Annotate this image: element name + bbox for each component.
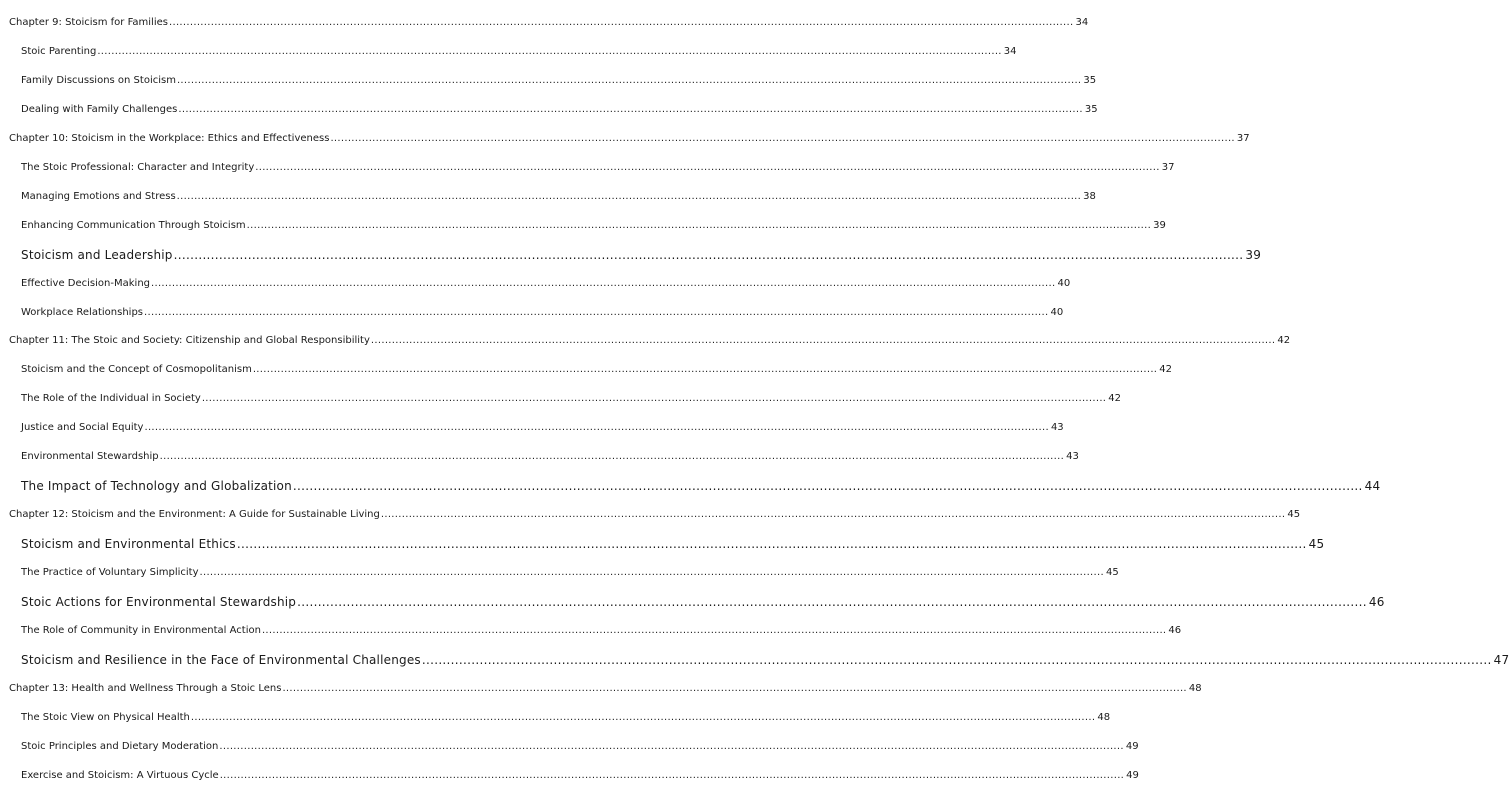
toc-entry-title: Workplace Relationships	[21, 306, 144, 318]
toc-page-number: 35	[1083, 74, 1097, 86]
toc-section-entry[interactable]	[21, 652, 1509, 667]
toc-page-number: 46	[1368, 595, 1385, 609]
toc-section-entry[interactable]	[21, 306, 1064, 320]
dot-leader: ....................................................................................................................................................................................................................................................................	[173, 247, 1244, 262]
dot-leader: ....................................................................................................................................................................................................................................................................	[168, 17, 1074, 28]
toc-chapter-entry[interactable]	[9, 16, 1089, 30]
dot-leader: ....................................................................................................................................................................................................................................................................	[201, 393, 1107, 405]
toc-page-number: 49	[1126, 769, 1139, 781]
toc-section-entry[interactable]	[21, 363, 1173, 377]
toc-entry-title: Family Discussions on Stoicism	[21, 74, 176, 86]
dot-leader: ....................................................................................................................................................................................................................................................................	[151, 277, 1056, 289]
toc-section-entry[interactable]	[21, 450, 1079, 464]
toc-page-number: 47	[1493, 652, 1509, 667]
dot-leader: ....................................................................................................................................................................................................................................................................	[282, 682, 1187, 694]
toc-page-number: 40	[1057, 277, 1071, 289]
dot-leader: ....................................................................................................................................................................................................................................................................	[255, 161, 1160, 173]
toc-section-entry[interactable]	[21, 190, 1096, 204]
toc-entry-title: Chapter 10: Stoicism in the Workplace: Ethics and Effectiveness	[9, 132, 330, 144]
toc-entry-title: Stoic Parenting	[21, 45, 97, 57]
toc-page-number: 45	[1287, 509, 1301, 521]
dot-leader: ....................................................................................................................................................................................................................................................................	[178, 103, 1083, 115]
toc-entry-title: The Role of Community in Environmental Action	[21, 624, 261, 636]
toc-page-number: 34	[1003, 45, 1017, 57]
toc-page-number: 37	[1236, 132, 1250, 144]
toc-page-number: 44	[1364, 479, 1381, 494]
dot-leader: ....................................................................................................................................................................................................................................................................	[236, 537, 1307, 552]
toc-entry-title: Dealing with Family Challenges	[21, 103, 178, 115]
toc-page-number: 40	[1050, 306, 1064, 318]
dot-leader: ....................................................................................................................................................................................................................................................................	[297, 595, 1367, 609]
toc-entry-title: The Role of the Individual in Society	[21, 393, 201, 405]
dot-leader: ....................................................................................................................................................................................................................................................................	[292, 479, 1363, 494]
toc-section-entry[interactable]	[21, 45, 1017, 59]
toc-page-number: 35	[1084, 103, 1098, 115]
dot-leader: ....................................................................................................................................................................................................................................................................	[370, 335, 1276, 347]
toc-page-number: 48	[1188, 682, 1202, 694]
toc-page-number: 42	[1277, 335, 1291, 347]
toc-section-entry[interactable]	[21, 711, 1111, 725]
toc-page-number: 46	[1168, 624, 1182, 636]
dot-leader: ....................................................................................................................................................................................................................................................................	[144, 306, 1049, 318]
toc-entry-title: Enhancing Communication Through Stoicism	[21, 219, 246, 231]
toc-entry-title: The Practice of Voluntary Simplicity	[21, 567, 199, 579]
toc-chapter-entry[interactable]	[9, 682, 1202, 696]
dot-leader: ....................................................................................................................................................................................................................................................................	[261, 624, 1167, 636]
dot-leader: ....................................................................................................................................................................................................................................................................	[219, 769, 1125, 781]
toc-section-entry[interactable]	[21, 566, 1119, 580]
toc-entry-title: Chapter 12: Stoicism and the Environment: A Guide for Sustainable Living	[9, 509, 380, 521]
toc-section-entry[interactable]	[21, 595, 1385, 609]
toc-section-entry[interactable]	[21, 247, 1262, 262]
dot-leader: ....................................................................................................................................................................................................................................................................	[252, 364, 1158, 376]
toc-chapter-entry[interactable]	[9, 132, 1250, 146]
dot-leader: ....................................................................................................................................................................................................................................................................	[159, 451, 1065, 463]
toc-page-number: 42	[1108, 393, 1122, 405]
toc-chapter-entry[interactable]	[9, 334, 1291, 348]
dot-leader: ....................................................................................................................................................................................................................................................................	[190, 711, 1096, 723]
toc-page-number: 48	[1097, 711, 1111, 723]
toc-section-entry[interactable]	[21, 421, 1064, 435]
toc-section-entry[interactable]	[21, 161, 1175, 175]
dot-leader: ....................................................................................................................................................................................................................................................................	[246, 219, 1152, 231]
dot-leader: ....................................................................................................................................................................................................................................................................	[330, 132, 1235, 144]
dot-leader: ....................................................................................................................................................................................................................................................................	[421, 652, 1492, 667]
toc-entry-title: Chapter 11: The Stoic and Society: Citizenship and Global Responsibility	[9, 335, 370, 347]
toc-entry-title: Stoicism and Leadership	[21, 247, 173, 262]
toc-section-entry[interactable]	[21, 624, 1182, 638]
toc-page-number: 42	[1159, 364, 1173, 376]
dot-leader: ....................................................................................................................................................................................................................................................................	[176, 74, 1082, 86]
toc-section-entry[interactable]	[21, 769, 1139, 783]
dot-leader: ....................................................................................................................................................................................................................................................................	[144, 422, 1049, 434]
toc-entry-title: Exercise and Stoicism: A Virtuous Cycle	[21, 769, 219, 781]
dot-leader: ....................................................................................................................................................................................................................................................................	[199, 567, 1104, 579]
toc-entry-title: Justice and Social Equity	[21, 422, 144, 434]
toc-page-number: 43	[1066, 451, 1079, 463]
toc-entry-title: Stoic Actions for Environmental Stewardship	[21, 595, 297, 609]
toc-entry-title: The Impact of Technology and Globalization	[21, 479, 292, 494]
toc-entry-title: Stoicism and Environmental Ethics	[21, 537, 236, 552]
toc-entry-title: Chapter 13: Health and Wellness Through a Stoic Lens	[9, 682, 282, 694]
dot-leader: ....................................................................................................................................................................................................................................................................	[97, 45, 1002, 57]
toc-entry-title: Stoicism and Resilience in the Face of Environmental Challenges	[21, 652, 421, 667]
toc-entry-title: Stoic Principles and Dietary Moderation	[21, 740, 219, 752]
toc-entry-title: Effective Decision-Making	[21, 277, 150, 289]
toc-entry-title: Chapter 9: Stoicism for Families	[9, 17, 168, 28]
toc-page-number: 37	[1161, 161, 1175, 173]
toc-section-entry[interactable]	[21, 537, 1325, 552]
toc-section-entry[interactable]	[21, 219, 1166, 233]
toc-section-entry[interactable]	[21, 392, 1122, 406]
dot-leader: ....................................................................................................................................................................................................................................................................	[219, 740, 1124, 752]
dot-leader: ....................................................................................................................................................................................................................................................................	[176, 190, 1082, 202]
toc-page-number: 39	[1153, 219, 1166, 231]
toc-section-entry[interactable]	[21, 479, 1381, 494]
toc-page-number: 45	[1105, 567, 1119, 579]
toc-section-entry[interactable]	[21, 103, 1098, 117]
toc-chapter-entry[interactable]	[9, 508, 1301, 522]
toc-entry-title: The Stoic View on Physical Health	[21, 711, 190, 723]
toc-page-number: 49	[1125, 740, 1139, 752]
toc-section-entry[interactable]	[21, 277, 1071, 291]
toc-page-number: 39	[1245, 247, 1262, 262]
toc-page-number: 34	[1075, 17, 1089, 28]
toc-entry-title: Environmental Stewardship	[21, 451, 159, 463]
toc-page-number: 43	[1050, 422, 1064, 434]
toc-page-number: 38	[1083, 190, 1096, 202]
toc-section-entry[interactable]	[21, 74, 1097, 88]
toc-page-number: 45	[1308, 537, 1325, 552]
toc-entry-title: The Stoic Professional: Character and Integrity	[21, 161, 255, 173]
toc-entry-title: Managing Emotions and Stress	[21, 190, 176, 202]
toc-entry-title: Stoicism and the Concept of Cosmopolitanism	[21, 364, 252, 376]
dot-leader: ....................................................................................................................................................................................................................................................................	[380, 509, 1286, 521]
toc-section-entry[interactable]	[21, 740, 1139, 754]
